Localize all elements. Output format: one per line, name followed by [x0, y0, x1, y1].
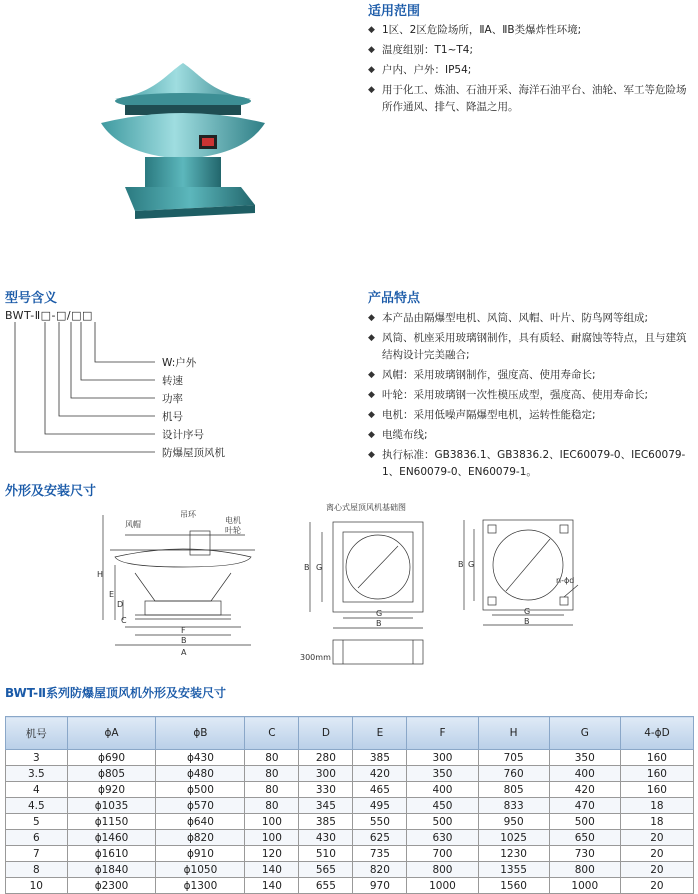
table-cell: 330 — [299, 782, 353, 798]
label-B: B — [458, 560, 464, 569]
table-cell: 400 — [549, 766, 620, 782]
table-cell: 18 — [620, 798, 693, 814]
table-cell: 500 — [407, 814, 478, 830]
table-cell: 6 — [6, 830, 68, 846]
features-list — [368, 310, 693, 484]
label-A: A — [181, 648, 187, 657]
dimensions-title: 外形及安装尺寸 — [5, 484, 97, 499]
table-cell: 80 — [245, 766, 299, 782]
table-cell: ϕ820 — [156, 830, 245, 846]
table-cell: ϕ430 — [156, 750, 245, 766]
table-row — [6, 766, 694, 782]
table-cell: 300 — [407, 750, 478, 766]
table-row — [6, 798, 694, 814]
model-label-fan: 防爆屋顶风机 — [162, 447, 225, 459]
list-item: ◆ 用于化工、炼油、石油开采、海洋石油平台、油轮、军工等危险场所作通风、排气、降温之用。 — [368, 82, 693, 116]
label-C: C — [121, 616, 127, 625]
model-label-number: 机号 — [162, 411, 183, 423]
table-cell: 1355 — [478, 862, 549, 878]
label-G: G — [468, 560, 475, 569]
label-G: G — [376, 609, 383, 618]
table-cell: ϕ920 — [67, 782, 156, 798]
header-cell: F — [407, 717, 478, 750]
table-header-row — [6, 717, 694, 750]
table-cell: 1560 — [478, 878, 549, 894]
table-cell: 735 — [353, 846, 407, 862]
table-cell: 385 — [353, 750, 407, 766]
table-cell: 820 — [353, 862, 407, 878]
table-cell: 140 — [245, 862, 299, 878]
table-cell: ϕ910 — [156, 846, 245, 862]
table-cell: 550 — [353, 814, 407, 830]
table-cell: 80 — [245, 750, 299, 766]
table-cell: ϕ2300 — [67, 878, 156, 894]
table-cell: 160 — [620, 750, 693, 766]
table-cell: 470 — [549, 798, 620, 814]
table-cell: 465 — [353, 782, 407, 798]
table-cell: ϕ1150 — [67, 814, 156, 830]
header-cell: ϕA — [67, 717, 156, 750]
table-title: BWT-Ⅱ系列防爆屋顶风机外形及安装尺寸 — [5, 686, 227, 700]
table-cell: 5 — [6, 814, 68, 830]
label-B: B — [376, 619, 382, 628]
table-cell: 970 — [353, 878, 407, 894]
spec-table — [5, 716, 694, 894]
label-foundation-title: 离心式屋顶风机基础图 — [326, 503, 406, 512]
table-cell: 705 — [478, 750, 549, 766]
table-cell: 20 — [620, 878, 693, 894]
list-item: ◆ 执行标准：GB3836.1、GB3836.2、IEC60079-0、IEC60079-1、EN60079-0、EN60079-1。 — [368, 447, 693, 481]
table-row — [6, 814, 694, 830]
table-cell: 1000 — [549, 878, 620, 894]
table-cell: ϕ690 — [67, 750, 156, 766]
table-cell: 950 — [478, 814, 549, 830]
table-cell: 400 — [407, 782, 478, 798]
label-impeller: 叶轮 — [225, 526, 241, 535]
table-cell: 7 — [6, 846, 68, 862]
table-cell: 350 — [407, 766, 478, 782]
base-plate-drawing — [458, 515, 588, 630]
label-hoop: 吊环 — [180, 510, 196, 519]
table-cell: 495 — [353, 798, 407, 814]
model-label-design: 设计序号 — [162, 429, 204, 441]
list-item: ◆ 温度组别：T1~T4; — [368, 42, 693, 59]
header-cell: ϕB — [156, 717, 245, 750]
table-cell: 160 — [620, 766, 693, 782]
label-B: B — [304, 563, 310, 572]
table-cell: ϕ805 — [67, 766, 156, 782]
table-cell: ϕ1460 — [67, 830, 156, 846]
table-cell: 3 — [6, 750, 68, 766]
label-E: E — [109, 590, 115, 599]
table-cell: 625 — [353, 830, 407, 846]
header-cell: G — [549, 717, 620, 750]
model-label-power: 功率 — [162, 393, 183, 405]
table-body — [6, 750, 694, 894]
table-cell: 10 — [6, 878, 68, 894]
table-cell: ϕ1840 — [67, 862, 156, 878]
model-label-speed: 转速 — [162, 375, 183, 387]
table-cell: 385 — [299, 814, 353, 830]
model-leader-lines — [5, 320, 165, 460]
table-cell: ϕ1050 — [156, 862, 245, 878]
list-item: ◆ 户内、户外：IP54; — [368, 62, 693, 79]
table-row — [6, 782, 694, 798]
table-cell: 800 — [407, 862, 478, 878]
table-cell: 3.5 — [6, 766, 68, 782]
label-B: B — [524, 617, 530, 626]
table-cell: 760 — [478, 766, 549, 782]
table-row — [6, 862, 694, 878]
table-cell: 510 — [299, 846, 353, 862]
table-cell: 1000 — [407, 878, 478, 894]
table-cell: ϕ1610 — [67, 846, 156, 862]
table-cell: 430 — [299, 830, 353, 846]
table-cell: 8 — [6, 862, 68, 878]
table-cell: 655 — [299, 878, 353, 894]
table-cell: 18 — [620, 814, 693, 830]
table-row — [6, 846, 694, 862]
label-n-phi-d: n-ϕd — [556, 576, 575, 585]
scope-title: 适用范围 — [368, 4, 421, 19]
table-cell: 20 — [620, 862, 693, 878]
table-cell: 4 — [6, 782, 68, 798]
table-cell: 833 — [478, 798, 549, 814]
table-cell: 650 — [549, 830, 620, 846]
label-D: D — [117, 600, 124, 609]
model-code: BWT-Ⅱ□-□/□□ — [5, 309, 93, 322]
header-cell: C — [245, 717, 299, 750]
table-cell: 100 — [245, 814, 299, 830]
foundation-drawing — [298, 500, 438, 675]
table-cell: 730 — [549, 846, 620, 862]
table-cell: 160 — [620, 782, 693, 798]
fan-elevation-drawing — [95, 505, 270, 660]
table-cell: 420 — [549, 782, 620, 798]
label-motor: 电机 — [225, 516, 241, 525]
table-cell: 140 — [245, 878, 299, 894]
label-B: B — [181, 636, 187, 645]
list-item: ◆ 风帽：采用玻璃钢制作，强度高、使用寿命长; — [368, 367, 693, 384]
header-cell: H — [478, 717, 549, 750]
label-hood: 风帽 — [125, 520, 141, 529]
table-cell: 345 — [299, 798, 353, 814]
table-cell: 630 — [407, 830, 478, 846]
list-item: ◆ 1区、2区危险场所，ⅡA、ⅡB类爆炸性环境; — [368, 22, 693, 39]
list-item: ◆ 电机：采用低噪声隔爆型电机，运转性能稳定; — [368, 407, 693, 424]
table-cell: ϕ1035 — [67, 798, 156, 814]
table-cell: 300 — [299, 766, 353, 782]
header-cell: E — [353, 717, 407, 750]
header-cell: 机号 — [6, 717, 68, 750]
table-row — [6, 878, 694, 894]
table-cell: ϕ500 — [156, 782, 245, 798]
product-photo — [95, 55, 270, 225]
scope-list — [368, 22, 693, 119]
list-item: ◆ 电缆布线; — [368, 427, 693, 444]
table-cell: ϕ480 — [156, 766, 245, 782]
label-G: G — [524, 607, 531, 616]
table-cell: ϕ640 — [156, 814, 245, 830]
features-title: 产品特点 — [368, 291, 421, 306]
table-cell: 805 — [478, 782, 549, 798]
header-cell: 4-ϕD — [620, 717, 693, 750]
list-item: ◆ 风筒、机座采用玻璃钢制作，具有质轻、耐腐蚀等特点，且与建筑结构设计完美融合; — [368, 330, 693, 364]
label-H: H — [97, 570, 104, 579]
model-title: 型号含义 — [5, 291, 58, 306]
table-cell: 280 — [299, 750, 353, 766]
table-cell: 80 — [245, 782, 299, 798]
table-cell: 450 — [407, 798, 478, 814]
table-cell: 420 — [353, 766, 407, 782]
table-row — [6, 830, 694, 846]
table-cell: 500 — [549, 814, 620, 830]
label-F: F — [181, 626, 186, 635]
table-cell: 80 — [245, 798, 299, 814]
table-cell: 800 — [549, 862, 620, 878]
label-300mm: 300mm — [300, 653, 331, 662]
list-item: ◆ 叶轮：采用玻璃钢一次性模压成型，强度高、使用寿命长; — [368, 387, 693, 404]
header-cell: D — [299, 717, 353, 750]
table-cell: 1025 — [478, 830, 549, 846]
table-cell: 350 — [549, 750, 620, 766]
table-cell: 4.5 — [6, 798, 68, 814]
table-cell: 100 — [245, 830, 299, 846]
table-cell: ϕ570 — [156, 798, 245, 814]
table-cell: ϕ1300 — [156, 878, 245, 894]
table-cell: 1230 — [478, 846, 549, 862]
table-cell: 20 — [620, 846, 693, 862]
table-cell: 700 — [407, 846, 478, 862]
table-cell: 20 — [620, 830, 693, 846]
table-row — [6, 750, 694, 766]
table-cell: 120 — [245, 846, 299, 862]
model-label-outdoor: W:户外 — [162, 357, 197, 369]
label-G: G — [316, 563, 323, 572]
list-item: ◆ 本产品由隔爆型电机、风筒、风帽、叶片、防鸟网等组成; — [368, 310, 693, 327]
table-cell: 565 — [299, 862, 353, 878]
